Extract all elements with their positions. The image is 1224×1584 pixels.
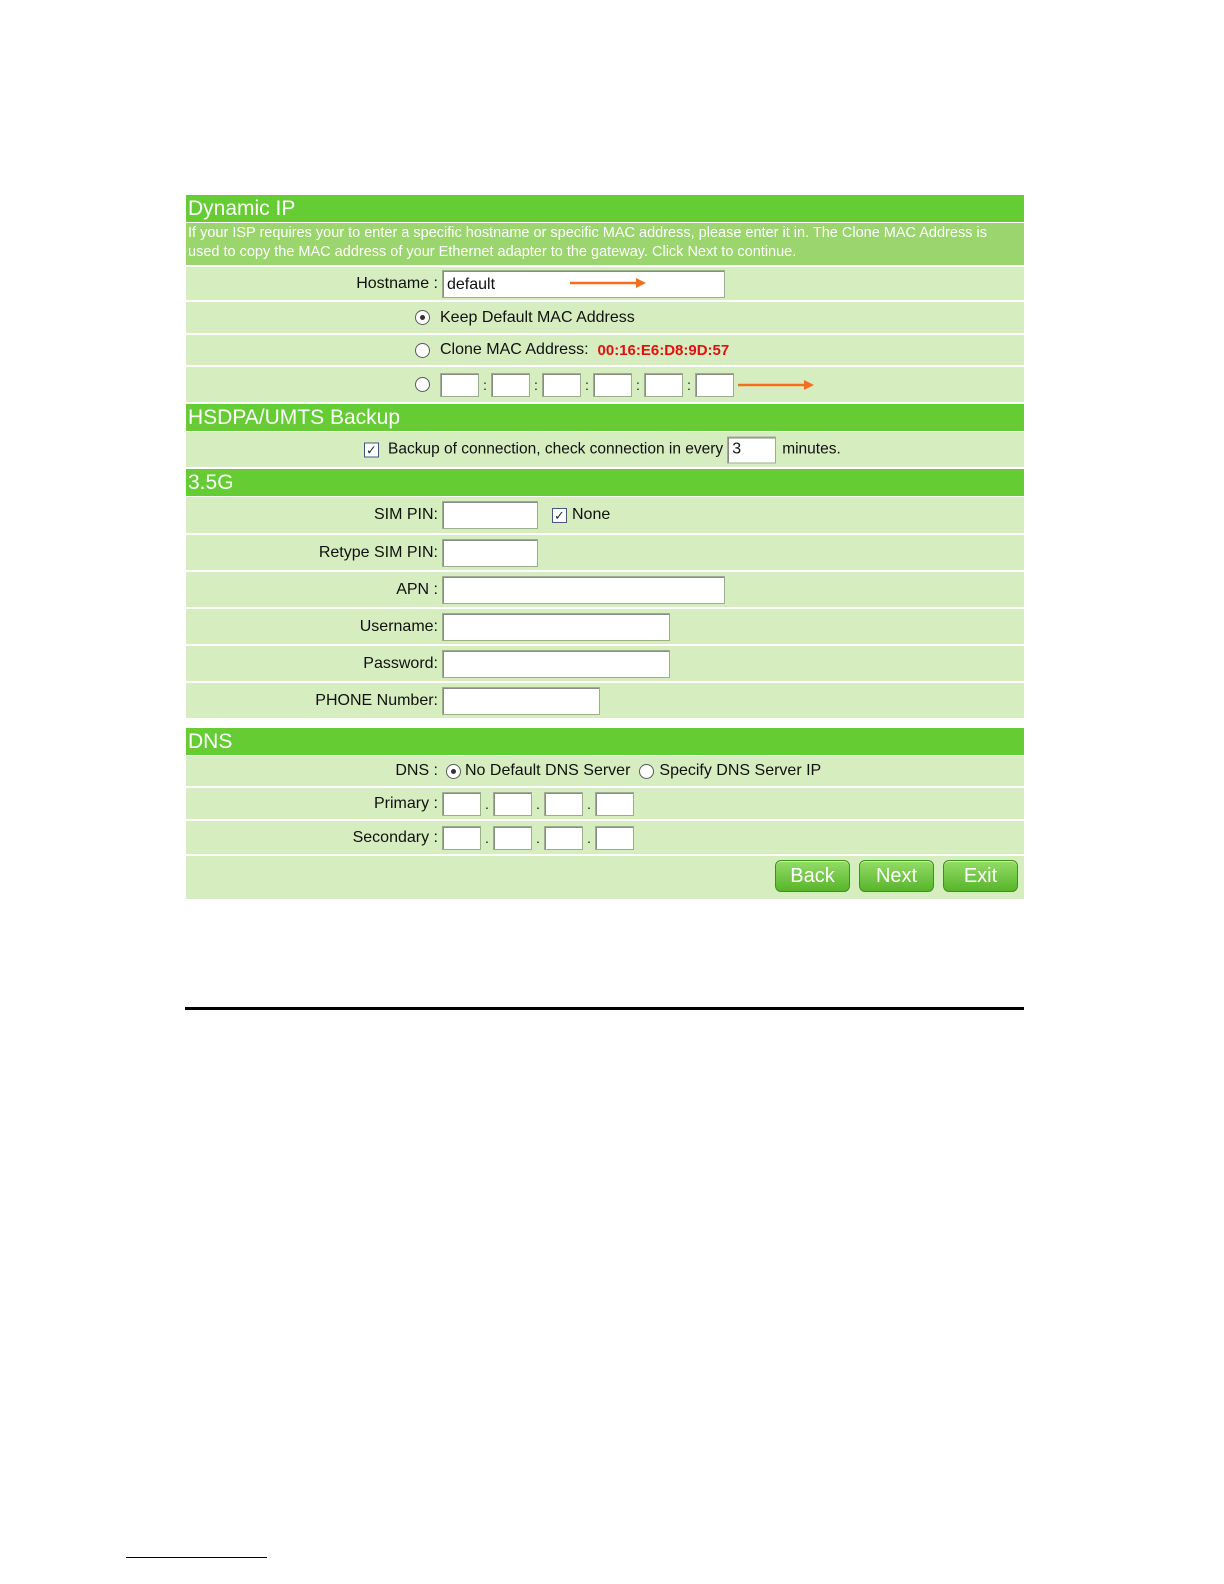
backup-row xyxy=(186,432,1024,469)
primary-dns-octet-1-input[interactable] xyxy=(442,792,481,816)
secondary-dns-label: Secondary : xyxy=(352,828,438,846)
mac-octet-3-input[interactable] xyxy=(542,373,581,397)
exit-button[interactable]: Exit xyxy=(943,860,1018,892)
footnote-divider xyxy=(126,1557,267,1558)
primary-dns-octet-3-input[interactable] xyxy=(544,792,583,816)
sim-pin-label: SIM PIN: xyxy=(373,506,438,523)
apn-input[interactable] xyxy=(442,576,725,604)
ip-separator: . xyxy=(587,829,591,846)
annotation-arrow-icon xyxy=(570,277,646,289)
manual-mac-radio[interactable] xyxy=(415,377,430,392)
ip-separator: . xyxy=(536,795,540,812)
no-default-dns-radio[interactable] xyxy=(446,764,461,779)
hostname-label: Hostname : xyxy=(356,274,438,292)
secondary-dns-octet-4-input[interactable] xyxy=(595,826,634,850)
section-header-backup: HSDPA/UMTS Backup xyxy=(186,404,1024,432)
retype-sim-pin-label: Retype SIM PIN: xyxy=(318,543,438,561)
mac-separator: : xyxy=(534,376,538,393)
primary-dns-label: Primary : xyxy=(374,794,438,812)
specify-dns-label: Specify DNS Server IP xyxy=(659,762,822,779)
ip-separator: . xyxy=(485,795,489,812)
hostname-row xyxy=(186,267,1024,302)
dynamic-ip-wizard-panel xyxy=(186,195,1024,901)
keep-default-mac-row xyxy=(186,302,1024,335)
primary-dns-octet-2-input[interactable] xyxy=(493,792,532,816)
mac-separator: : xyxy=(585,376,589,393)
secondary-dns-octet-3-input[interactable] xyxy=(544,826,583,850)
password-label: Password: xyxy=(363,654,438,672)
mac-octet-2-input[interactable] xyxy=(491,373,530,397)
mac-separator: : xyxy=(483,376,487,393)
minutes-label: minutes. xyxy=(782,440,841,458)
primary-dns-octet-4-input[interactable] xyxy=(595,792,634,816)
password-row xyxy=(186,646,1024,683)
hostname-input[interactable]: default xyxy=(442,270,725,298)
mac-octet-1-input[interactable] xyxy=(440,373,479,397)
username-row xyxy=(186,609,1024,646)
mac-separator: : xyxy=(687,376,691,393)
dns-mode-row xyxy=(186,756,1024,788)
retype-sim-pin-row xyxy=(186,535,1024,572)
secondary-dns-octet-2-input[interactable] xyxy=(493,826,532,850)
mac-octet-4-input[interactable] xyxy=(593,373,632,397)
ip-separator: . xyxy=(587,795,591,812)
backup-minutes-input[interactable]: 3 xyxy=(727,436,776,463)
secondary-dns-octet-1-input[interactable] xyxy=(442,826,481,850)
dns-label: DNS : xyxy=(395,762,438,779)
sim-pin-row xyxy=(186,497,1024,535)
backup-label: Backup of connection, check connection in every xyxy=(388,440,724,458)
clone-mac-radio[interactable] xyxy=(415,343,430,358)
specify-dns-radio[interactable] xyxy=(639,764,654,779)
mac-octet-6-input[interactable] xyxy=(695,373,734,397)
phone-number-row xyxy=(186,683,1024,720)
secondary-dns-row xyxy=(186,821,1024,856)
username-label: Username: xyxy=(359,617,438,635)
no-default-dns-label: No Default DNS Server xyxy=(465,762,631,779)
keep-default-mac-label: Keep Default MAC Address xyxy=(440,308,635,326)
none-checkbox[interactable]: ✓ xyxy=(552,508,567,523)
section-header-3-5g: 3.5G xyxy=(186,469,1024,497)
button-bar xyxy=(186,856,1024,901)
back-button[interactable]: Back xyxy=(775,860,850,892)
section-header-dynamic-ip: Dynamic IP xyxy=(186,195,1024,223)
clone-mac-value: 00:16:E6:D8:9D:57 xyxy=(597,341,730,359)
phone-number-input[interactable] xyxy=(442,687,600,715)
username-input[interactable] xyxy=(442,613,670,641)
primary-dns-row xyxy=(186,788,1024,821)
apn-label: APN : xyxy=(396,580,438,598)
backup-checkbox[interactable]: ✓ xyxy=(364,442,379,457)
apn-row xyxy=(186,572,1024,609)
clone-mac-label: Clone MAC Address: xyxy=(440,341,589,358)
ip-separator: . xyxy=(536,829,540,846)
next-button[interactable]: Next xyxy=(859,860,934,892)
mac-octet-5-input[interactable] xyxy=(644,373,683,397)
sim-pin-input[interactable] xyxy=(442,501,538,529)
none-label: None xyxy=(572,506,611,523)
keep-default-mac-radio[interactable] xyxy=(415,310,430,325)
section-header-dns: DNS xyxy=(186,728,1024,756)
clone-mac-row xyxy=(186,335,1024,367)
ip-separator: . xyxy=(485,829,489,846)
retype-sim-pin-input[interactable] xyxy=(442,539,538,567)
mac-separator: : xyxy=(636,376,640,393)
page-divider xyxy=(185,1007,1024,1010)
annotation-arrow-icon xyxy=(738,379,814,391)
phone-number-label: PHONE Number: xyxy=(315,691,438,709)
section-description: If your ISP requires your to enter a specific hostname or specific MAC address, please enter it in. The Clone MAC Address is used to copy the MAC address of your Ethernet adapter to the gateway. Click Next to continue. xyxy=(186,223,1024,267)
password-input[interactable] xyxy=(442,650,670,678)
manual-mac-row xyxy=(186,367,1024,404)
